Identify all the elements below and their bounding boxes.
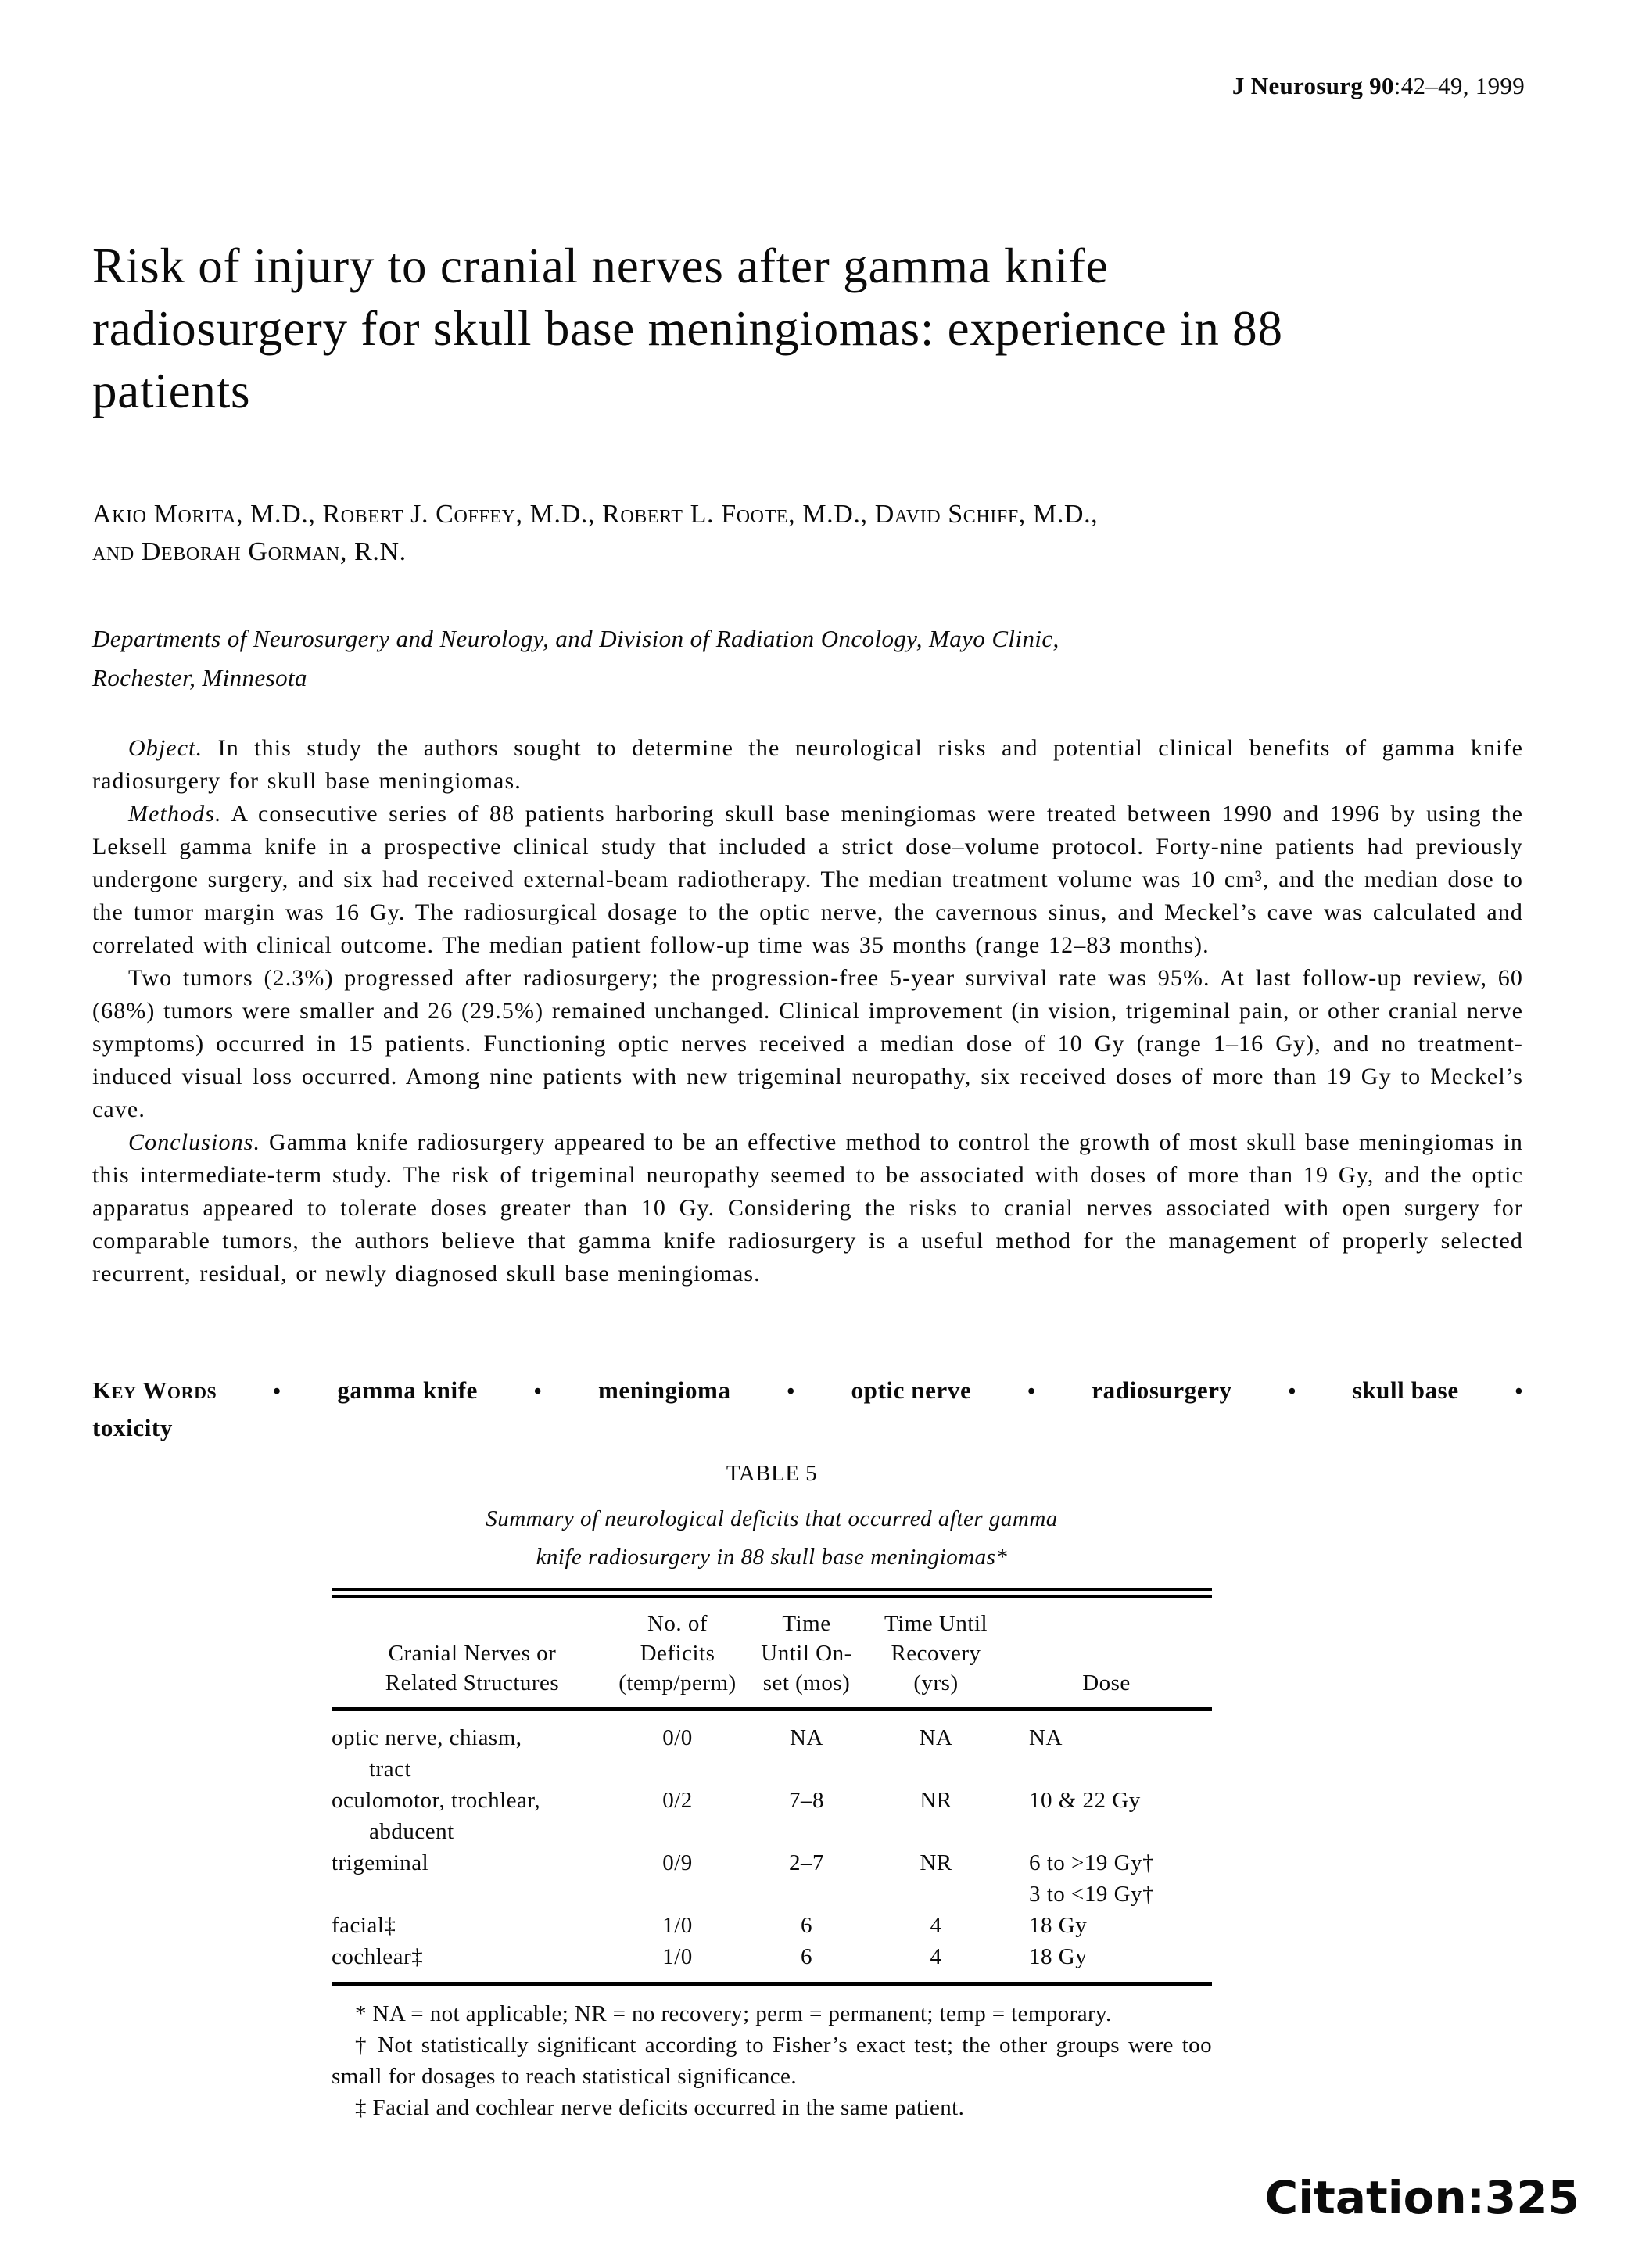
article-title xyxy=(92,235,1531,422)
affiliation-line-2: Rochester, Minnesota xyxy=(92,664,307,691)
paragraph-lead: Object. xyxy=(128,735,203,761)
cell-deficits: 0/0 xyxy=(662,1725,693,1750)
cell-structure: cochlear‡ xyxy=(332,1944,424,1969)
keywords xyxy=(92,1373,1523,1445)
keyword: meningioma xyxy=(597,1376,731,1404)
paragraph-text: Gamma knife radiosurgery appeared to be an effective method to control the growth of most skull base meningiomas in this intermediate-term study. The risk of trigeminal neuropathy seemed to be associated with doses of more than 19 Gy, and the optic apparatus appeared to tolerate doses greater than 10 Gy. Considering the risks to cranial nerves associated with open surgery for comparable tumors, the authors believe that gamma knife radiosurgery is a useful method for the management of properly selected recurrent, residual, or newly diagnosed skull base meningiomas. xyxy=(92,1129,1523,1287)
cell-dose: 18 Gy xyxy=(1029,1913,1088,1938)
footnote-abbreviations: * NA = not applicable; NR = no recovery; perm = permanent; temp = temporary. xyxy=(355,2001,1112,2026)
paragraph-text: Two tumors (2.3%) progressed after radiosurgery; the progression-free 5-year survival rate was 95%. At last follow-up review, 60 (68%) tumors were smaller and 26 (29.5%) remained unchanged. Clinical improvement (in vision, trigeminal pain, or other cranial nerve symptoms) occurred in 15 patients. Functioning optic nerves received a median dose of 10 Gy (range 1–16 Gy), and no treatment-induced visual loss occurred. Among nine patients with new trigeminal neuropathy, six received doses of more than 19 Gy to Meckel’s cave. xyxy=(92,965,1523,1122)
cell-recovery: 4 xyxy=(930,1913,942,1938)
paragraph-text: In this study the authors sought to determine the neurological risks and potential clinical benefits of gamma knife radiosurgery for skull base meningiomas. xyxy=(92,735,1523,794)
abstract-paragraph-object xyxy=(92,732,1523,798)
cell-recovery: NA xyxy=(919,1725,953,1750)
bullet-separator: • xyxy=(1288,1380,1296,1404)
header-time-until-onset: Time Until On- set (mos) xyxy=(742,1598,871,1710)
table-5-grid xyxy=(332,1598,1212,1986)
citation-watermark: Citation:325 xyxy=(1264,2171,1579,2224)
author-list xyxy=(92,496,1531,571)
keyword: gamma knife xyxy=(337,1376,479,1404)
cell-onset: 6 xyxy=(801,1944,812,1969)
bullet-separator: • xyxy=(1515,1380,1523,1404)
title-line-1: Risk of injury to cranial nerves after gamma knife xyxy=(92,239,1109,293)
cell-onset: 2–7 xyxy=(789,1850,824,1875)
table-header-row xyxy=(332,1598,1212,1710)
table-caption-line-1: Summary of neurological deficits that occurred after gamma xyxy=(486,1506,1058,1531)
keywords-label: Key Words xyxy=(92,1376,217,1404)
cell-dose: 18 Gy xyxy=(1029,1944,1088,1969)
table-row xyxy=(332,1710,1212,1785)
keyword: toxicity xyxy=(92,1414,173,1441)
table-row xyxy=(332,1785,1212,1847)
table-footnotes xyxy=(332,1998,1212,2123)
header-time-until-recovery: Time Until Recovery (yrs) xyxy=(871,1598,1001,1710)
abstract-paragraph-methods xyxy=(92,798,1523,962)
cell-deficits: 0/2 xyxy=(662,1788,693,1813)
abstract xyxy=(92,732,1523,1290)
cell-dose: 10 & 22 Gy xyxy=(1029,1788,1141,1813)
bullet-separator: • xyxy=(787,1380,795,1404)
table-label: TABLE 5 xyxy=(726,1461,818,1486)
table-top-rule xyxy=(332,1588,1212,1598)
journal-header xyxy=(1232,72,1525,100)
cell-dose: 6 to >19 Gy† 3 to <19 Gy† xyxy=(1029,1850,1155,1907)
authors-line-2: and Deborah Gorman, R.N. xyxy=(92,537,407,566)
table-caption xyxy=(332,1500,1212,1577)
cell-onset: 7–8 xyxy=(789,1788,824,1813)
title-line-2: radiosurgery for skull base meningiomas: experience in 88 xyxy=(92,301,1283,356)
cell-structure: trigeminal xyxy=(332,1850,429,1875)
cell-recovery: NR xyxy=(920,1788,952,1813)
cell-onset: NA xyxy=(790,1725,823,1750)
table-row xyxy=(332,1910,1212,1941)
cell-recovery: 4 xyxy=(930,1944,942,1969)
keyword: radiosurgery xyxy=(1092,1376,1232,1404)
header-no-of-deficits: No. of Deficits (temp/perm) xyxy=(613,1598,742,1710)
cell-onset: 6 xyxy=(801,1913,812,1938)
cell-recovery: NR xyxy=(920,1850,952,1875)
header-dose: Dose xyxy=(1001,1598,1212,1710)
table-row xyxy=(332,1941,1212,1984)
cell-deficits: 0/9 xyxy=(662,1850,693,1875)
journal-volume-pages: :42–49, 1999 xyxy=(1393,72,1525,99)
keywords-line-1 xyxy=(92,1373,1523,1409)
affiliation-line-1: Departments of Neurosurgery and Neurology, and Division of Radiation Oncology, Mayo Clinic, xyxy=(92,625,1059,652)
cell-structure: optic nerve, chiasm, tract xyxy=(332,1725,522,1782)
footnote-dagger: † Not statistically significant according to Fisher’s exact test; the other groups were too small for dosages to reach statistical significance. xyxy=(332,2033,1212,2089)
abstract-paragraph-results xyxy=(92,962,1523,1126)
cell-dose: NA xyxy=(1029,1725,1063,1750)
paragraph-lead: Methods. xyxy=(128,801,222,827)
footnote-double-dagger: ‡ Facial and cochlear nerve deficits occurred in the same patient. xyxy=(355,2095,965,2120)
affiliation xyxy=(92,619,1531,698)
table-5-block xyxy=(332,1459,1212,2123)
keyword: optic nerve xyxy=(851,1376,972,1404)
title-line-3: patients xyxy=(92,364,251,418)
authors-line-1: Akio Morita, M.D., Robert J. Coffey, M.D., Robert L. Foote, M.D., David Schiff, M.D., xyxy=(92,500,1099,529)
cell-structure: facial‡ xyxy=(332,1913,396,1938)
paragraph-text: A consecutive series of 88 patients harboring skull base meningiomas were treated between 1990 and 1996 by using the Leksell gamma knife in a prospective clinical study that included a strict dose–volume protocol. Forty-nine patients had previously undergone surgery, and six had received external-beam radiotherapy. The median treatment volume was 10 cm³, and the median dose to the tumor margin was 16 Gy. The radiosurgical dosage to the optic nerve, the cavernous sinus, and Meckel’s cave was calculated and correlated with clinical outcome. The median patient follow-up time was 35 months (range 12–83 months). xyxy=(92,801,1523,958)
keyword: skull base xyxy=(1352,1376,1459,1404)
cell-structure: oculomotor, trochlear, abducent xyxy=(332,1788,541,1844)
cell-deficits: 1/0 xyxy=(662,1913,693,1938)
abstract-paragraph-conclusions xyxy=(92,1126,1523,1290)
table-row xyxy=(332,1847,1212,1910)
keywords-line-2 xyxy=(92,1411,1523,1445)
bullet-separator: • xyxy=(533,1380,543,1404)
header-cranial-nerves: Cranial Nerves or Related Structures xyxy=(332,1598,613,1710)
table-caption-line-2: knife radiosurgery in 88 skull base meningiomas* xyxy=(536,1545,1008,1570)
bullet-separator: • xyxy=(273,1380,281,1404)
cell-deficits: 1/0 xyxy=(662,1944,693,1969)
journal-name: J Neurosurg 90 xyxy=(1232,72,1394,99)
paragraph-lead: Conclusions. xyxy=(128,1129,261,1155)
bullet-separator: • xyxy=(1027,1380,1036,1404)
